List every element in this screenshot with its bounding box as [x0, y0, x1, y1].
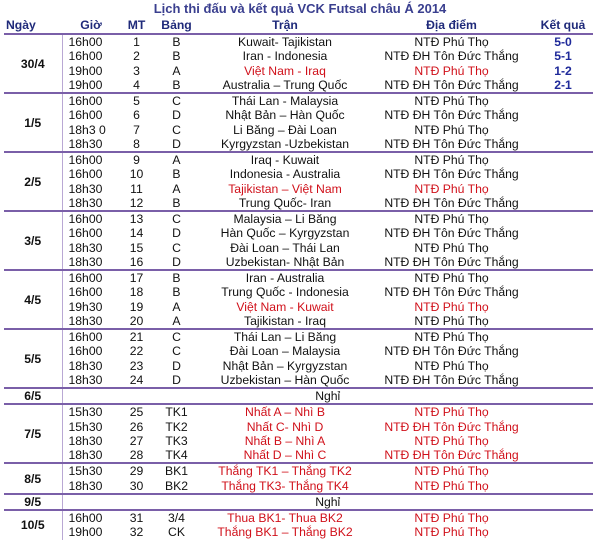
group-cell: A: [172, 63, 181, 78]
time-cell: 16h00: [62, 329, 120, 344]
result-cell: [533, 255, 593, 270]
match-cell: Nhật Bản – Hàn Quốc: [225, 108, 345, 123]
day-cell: 10/5: [4, 510, 62, 540]
header-day: Ngày: [4, 16, 62, 34]
match-row: [4, 226, 593, 240]
match-row: [4, 463, 593, 478]
venue-cell: NTĐ Phú Thọ: [414, 358, 489, 373]
venue-cell: NTĐ Phú Thọ: [370, 270, 533, 285]
day-cell: 30/4: [4, 34, 62, 93]
result-cell: [533, 93, 593, 108]
match-cell: Đài Loan – Thái Lan: [230, 240, 340, 255]
group-cell: D: [172, 136, 181, 151]
venue-cell: NTĐ Phú Thọ: [414, 240, 489, 255]
match-cell: Nhật Bản – Kyrgyzstan: [222, 358, 348, 373]
day-cell: 6/5: [4, 388, 62, 404]
match-cell: Indonesia - Australia: [229, 167, 341, 182]
result-cell: 1-2: [554, 63, 572, 78]
match-number-cell: 21: [120, 329, 153, 344]
match-row: [4, 34, 593, 49]
header-venue: Địa điểm: [370, 16, 533, 34]
match-row: [4, 525, 593, 539]
result-cell: [533, 448, 593, 463]
group-cell: A: [172, 181, 181, 196]
group-cell: C: [153, 93, 200, 108]
group-cell: A: [172, 299, 181, 314]
venue-cell: NTĐ Phú Thọ: [414, 35, 489, 50]
match-row: [4, 49, 593, 63]
day-cell: 3/5: [4, 211, 62, 270]
match-number-cell: 27: [129, 433, 144, 448]
match-row: [4, 420, 593, 434]
result-cell: [533, 344, 593, 358]
time-cell: 18h30: [68, 136, 103, 151]
result-cell: [533, 270, 593, 285]
match-cell: Thắng TK3- Thắng TK4: [221, 478, 349, 493]
match-number-cell: 32: [129, 525, 144, 540]
match-number-cell: 22: [129, 344, 144, 359]
group-cell: B: [172, 49, 181, 64]
match-number-cell: 1: [133, 35, 140, 50]
match-number-cell: 17: [120, 270, 153, 285]
match-number-cell: 15: [129, 240, 144, 255]
time-cell: 16h00: [68, 285, 103, 300]
match-cell: Kyrgyzstan -Uzbekistan: [220, 136, 350, 151]
time-cell: 16h00: [62, 270, 120, 285]
group-cell: D: [172, 108, 181, 123]
venue-cell: NTĐ Phú Thọ: [370, 211, 533, 226]
group-cell: D: [172, 226, 181, 241]
group-cell: BK1: [153, 463, 200, 478]
time-cell: 16h00: [62, 93, 120, 108]
match-row: [4, 285, 593, 299]
match-row: [4, 300, 593, 314]
venue-cell: NTĐ Phú Thọ: [370, 329, 533, 344]
result-cell: [533, 211, 593, 226]
match-cell: Đài Loan – Malaysia: [229, 344, 341, 359]
venue-cell: NTĐ ĐH Tôn Đức Thắng: [384, 195, 519, 210]
match-row: [4, 167, 593, 181]
time-cell: 18h30: [68, 254, 103, 269]
venue-cell: NTĐ Phú Thọ: [414, 478, 489, 493]
match-cell: Australia – Trung Quốc: [222, 77, 348, 92]
venue-cell: NTĐ ĐH Tôn Đức Thắng: [384, 136, 519, 151]
day-cell: 8/5: [4, 463, 62, 494]
time-cell: 15h30: [62, 463, 120, 478]
venue-cell: NTĐ ĐH Tôn Đức Thắng: [384, 77, 519, 92]
venue-cell: NTĐ Phú Thọ: [414, 299, 489, 314]
match-row: [4, 314, 593, 329]
match-number-cell: 4: [133, 77, 140, 92]
match-cell: Nhất C- Nhì D: [246, 419, 324, 434]
match-row: [4, 182, 593, 196]
time-cell: 19h30: [68, 299, 103, 314]
header-match: Trận: [200, 16, 370, 34]
match-number-cell: 30: [129, 478, 144, 493]
group-cell: B: [153, 270, 200, 285]
match-row: [4, 123, 593, 137]
match-cell: Nhất A – Nhì B: [200, 404, 370, 419]
venue-cell: NTĐ ĐH Tôn Đức Thắng: [384, 226, 519, 241]
venue-cell: NTĐ Phú Thọ: [370, 93, 533, 108]
venue-cell: NTĐ ĐH Tôn Đức Thắng: [384, 372, 519, 387]
group-cell: C: [153, 329, 200, 344]
match-cell: Tajikistan – Việt Nam: [228, 181, 342, 196]
result-cell: [533, 525, 593, 539]
time-cell: 16h00: [62, 152, 120, 167]
match-number-cell: 12: [129, 195, 144, 210]
result-cell: 5-0: [554, 35, 572, 50]
match-row: [4, 241, 593, 255]
schedule-table: [4, 16, 593, 540]
group-cell: C: [172, 344, 181, 359]
day-cell: 7/5: [4, 404, 62, 463]
day-cell: 4/5: [4, 270, 62, 329]
group-cell: TK3: [165, 433, 188, 448]
match-number-cell: 23: [129, 358, 144, 373]
match-cell: Iran - Indonesia: [242, 49, 328, 64]
time-cell: 18h30: [68, 358, 103, 373]
time-cell: 16h00: [62, 510, 120, 525]
result-cell: [533, 329, 593, 344]
match-number-cell: 16: [129, 254, 144, 269]
group-cell: C: [153, 211, 200, 226]
match-cell: Nhất B – Nhì A: [244, 433, 326, 448]
venue-cell: NTĐ ĐH Tôn Đức Thắng: [384, 285, 519, 300]
group-cell: CK: [168, 525, 185, 540]
group-cell: D: [172, 372, 181, 387]
group-cell: B: [172, 77, 181, 92]
match-row: [4, 344, 593, 358]
match-row: [4, 329, 593, 344]
time-cell: 19h00: [68, 525, 103, 540]
venue-cell: NTĐ Phú Thọ: [414, 63, 489, 78]
result-cell: [533, 479, 593, 494]
match-row: [4, 196, 593, 211]
group-cell: B: [172, 167, 181, 182]
time-cell: 16h00: [68, 226, 103, 241]
match-cell: Trung Quốc - Indonesia: [221, 285, 349, 300]
venue-cell: NTĐ ĐH Tôn Đức Thắng: [384, 108, 519, 123]
match-cell: Việt Nam - Iraq: [244, 63, 326, 78]
result-cell: [533, 359, 593, 373]
day-cell: 5/5: [4, 329, 62, 388]
match-row: [4, 255, 593, 270]
group-cell: C: [172, 240, 181, 255]
match-cell: Iran - Australia: [200, 270, 370, 285]
result-cell: [533, 182, 593, 196]
venue-cell: NTĐ Phú Thọ: [370, 152, 533, 167]
match-number-cell: 25: [120, 404, 153, 419]
venue-cell: NTĐ Phú Thọ: [414, 313, 489, 328]
table-header-row: [4, 16, 593, 34]
time-cell: 18h30: [68, 448, 103, 463]
time-cell: 18h3 0: [68, 122, 106, 137]
time-cell: 16h00: [68, 108, 103, 123]
match-row: [4, 78, 593, 93]
time-cell: 18h30: [68, 240, 103, 255]
header-group: Bảng: [153, 16, 200, 34]
time-cell: 18h30: [68, 372, 103, 387]
venue-cell: NTĐ ĐH Tôn Đức Thắng: [384, 167, 519, 182]
time-cell: 19h00: [68, 63, 103, 78]
match-number-cell: 8: [133, 136, 140, 151]
venue-cell: NTĐ ĐH Tôn Đức Thắng: [384, 344, 519, 359]
result-cell: [533, 373, 593, 388]
result-cell: [533, 241, 593, 255]
group-cell: A: [172, 313, 181, 328]
venue-cell: NTĐ ĐH Tôn Đức Thắng: [384, 448, 519, 463]
match-cell: Thắng BK1 – Thắng BK2: [217, 525, 353, 540]
match-number-cell: 11: [130, 181, 143, 196]
time-cell: 18h30: [68, 181, 103, 196]
result-cell: [533, 167, 593, 181]
match-cell: Thái Lan – Li Băng: [200, 329, 370, 344]
match-row: [4, 359, 593, 373]
group-cell: A: [153, 152, 200, 167]
match-cell: Malaysia – Li Băng: [200, 211, 370, 226]
day-cell: 1/5: [4, 93, 62, 152]
group-cell: B: [172, 35, 181, 50]
venue-cell: NTĐ ĐH Tôn Đức Thắng: [384, 49, 519, 64]
rest-cell: Nghỉ: [62, 388, 593, 404]
day-cell: 9/5: [4, 494, 62, 510]
group-cell: B: [172, 195, 181, 210]
time-cell: 18h30: [68, 478, 103, 493]
match-row: [4, 64, 593, 78]
result-cell: [533, 196, 593, 211]
result-cell: 2-1: [554, 77, 572, 92]
result-cell: [533, 314, 593, 329]
group-cell: C: [172, 122, 181, 137]
match-number-cell: 18: [129, 285, 144, 300]
group-cell: D: [172, 254, 181, 269]
group-cell: 3/4: [153, 510, 200, 525]
venue-cell: NTĐ Phú Thọ: [370, 463, 533, 478]
match-number-cell: 29: [120, 463, 153, 478]
match-number-cell: 2: [133, 49, 140, 64]
result-cell: [533, 434, 593, 448]
match-cell: Việt Nam - Kuwait: [236, 299, 334, 314]
result-cell: [533, 152, 593, 167]
rest-day-row: [4, 388, 593, 404]
result-cell: [533, 123, 593, 137]
venue-cell: NTĐ Phú Thọ: [370, 510, 533, 525]
day-cell: 2/5: [4, 152, 62, 211]
result-cell: [533, 226, 593, 240]
group-cell: BK2: [164, 478, 189, 493]
match-cell: Uzbekistan- Nhật Bản: [225, 254, 345, 269]
group-cell: B: [172, 285, 181, 300]
time-cell: 15h30: [62, 404, 120, 419]
match-row: [4, 152, 593, 167]
match-number-cell: 13: [120, 211, 153, 226]
time-cell: 16h00: [68, 167, 103, 182]
match-number-cell: 5: [120, 93, 153, 108]
venue-cell: NTĐ Phú Thọ: [414, 122, 489, 137]
match-number-cell: 31: [120, 510, 153, 525]
rest-day-row: [4, 494, 593, 510]
match-row: [4, 510, 593, 525]
match-number-cell: 6: [133, 108, 140, 123]
group-cell: TK2: [165, 419, 188, 434]
time-cell: 19h00: [68, 77, 103, 92]
match-cell: Trung Quốc- Iran: [238, 195, 332, 210]
group-cell: TK4: [165, 448, 188, 463]
time-cell: 16h00: [68, 49, 103, 64]
time-cell: 16h00: [68, 344, 103, 359]
match-row: [4, 434, 593, 448]
venue-cell: NTĐ ĐH Tôn Đức Thắng: [384, 254, 519, 269]
match-number-cell: 24: [129, 372, 144, 387]
match-cell: Tajikistan - Iraq: [244, 313, 326, 328]
match-row: [4, 448, 593, 463]
match-row: [4, 479, 593, 494]
match-number-cell: 26: [129, 419, 144, 434]
result-cell: 5-1: [554, 49, 572, 64]
match-row: [4, 211, 593, 226]
match-number-cell: 19: [129, 299, 144, 314]
group-cell: TK1: [153, 404, 200, 419]
venue-cell: NTĐ Phú Thọ: [414, 433, 489, 448]
venue-cell: NTĐ Phú Thọ: [370, 404, 533, 419]
result-cell: [533, 108, 593, 122]
match-number-cell: 9: [120, 152, 153, 167]
match-number-cell: 7: [133, 122, 140, 137]
match-number-cell: 20: [129, 313, 144, 328]
result-cell: [533, 420, 593, 434]
time-cell: 16h00: [68, 35, 103, 50]
result-cell: [533, 137, 593, 152]
match-number-cell: 3: [133, 63, 140, 78]
result-cell: [533, 404, 593, 419]
header-time: Giờ: [62, 16, 120, 34]
match-cell: Thắng TK1 – Thắng TK2: [200, 463, 370, 478]
match-number-cell: 28: [129, 448, 144, 463]
venue-cell: NTĐ ĐH Tôn Đức Thắng: [384, 419, 519, 434]
match-cell: Kuwait- Tajikistan: [238, 35, 332, 50]
match-row: [4, 270, 593, 285]
time-cell: 15h30: [68, 419, 103, 434]
match-row: [4, 404, 593, 419]
time-cell: 18h30: [68, 313, 103, 328]
header-mt: MT: [120, 16, 153, 34]
match-number-cell: 10: [129, 167, 144, 182]
match-row: [4, 93, 593, 108]
result-cell: [533, 510, 593, 525]
match-row: [4, 373, 593, 388]
venue-cell: NTĐ Phú Thọ: [414, 525, 489, 540]
match-number-cell: 14: [129, 226, 144, 241]
venue-cell: NTĐ Phú Thọ: [414, 181, 489, 196]
match-cell: Nhất D – Nhì C: [243, 448, 327, 463]
rest-cell: Nghỉ: [62, 494, 593, 510]
match-cell: Li Băng – Đài Loan: [233, 122, 337, 137]
time-cell: 18h30: [68, 433, 103, 448]
match-row: [4, 137, 593, 152]
time-cell: 18h30: [68, 195, 103, 210]
header-result: Kết quả: [533, 16, 593, 34]
group-cell: D: [172, 358, 181, 373]
time-cell: 16h00: [62, 211, 120, 226]
result-cell: [533, 285, 593, 299]
match-cell: Thái Lan - Malaysia: [200, 93, 370, 108]
match-cell: Uzbekistan – Hàn Quốc: [220, 372, 350, 387]
match-cell: Iraq - Kuwait: [200, 152, 370, 167]
result-cell: [533, 300, 593, 314]
match-row: [4, 108, 593, 122]
schedule-body: [4, 34, 593, 540]
result-cell: [533, 463, 593, 478]
page-title: Lịch thi đấu và kết quả VCK Futsal châu Á 2014: [153, 1, 447, 16]
match-cell: Hàn Quốc – Kyrgyzstan: [220, 226, 350, 241]
match-cell: Thua BK1- Thua BK2: [200, 510, 370, 525]
